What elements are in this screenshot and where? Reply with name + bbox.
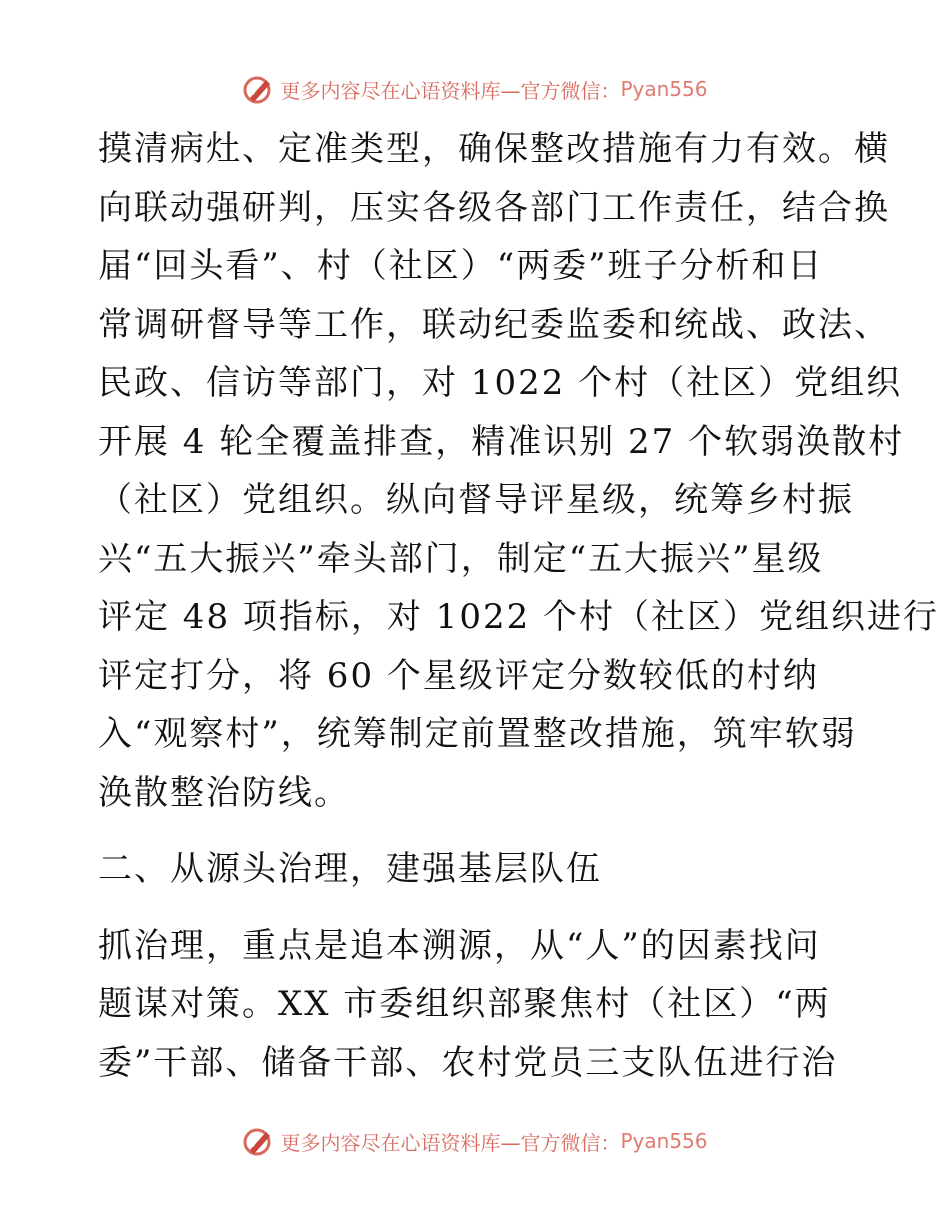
text-line: 题谋对策。XX 市委组织部聚焦村（社区）“两 [98, 984, 831, 1024]
text-line: 摸清病灶、定准类型，确保整改措施有力有效。横 [98, 129, 890, 169]
footer-banner [0, 1124, 950, 1158]
pen-logo-icon [242, 1124, 276, 1158]
footer-banner-text: 更多内容尽在心语资料库—官方微信： [280, 1130, 621, 1155]
header-wechat-id: Pyan556 [620, 77, 708, 101]
section-heading: 二、从源头治理，建强基层队伍 [98, 849, 602, 889]
footer-wechat-id: Pyan556 [620, 1129, 708, 1153]
text-line: 兴“五大振兴”牵头部门，制定“五大振兴”星级 [98, 538, 824, 579]
document-body [98, 120, 940, 1092]
text-line: 评定 48 项指标，对 1022 个村（社区）党组织进行 [98, 597, 940, 637]
header-banner [0, 72, 950, 106]
text-line: 常调研督导等工作，联动纪委监委和统战、政法、 [98, 304, 890, 345]
text-line: 入“观察村”，统筹制定前置整改措施，筑牢软弱 [98, 714, 857, 754]
text-line: 向联动强研判，压实各级各部门工作责任，结合换 [98, 187, 890, 228]
text-line: 民政、信访等部门，对 1022 个村（社区）党组织 [98, 363, 903, 403]
text-line: 抓治理，重点是追本溯源，从“人”的因素找问 [98, 925, 821, 966]
paragraph-2 [98, 917, 858, 1093]
text-line: 届“回头看”、村（社区）“两委”班子分析和日 [98, 246, 824, 286]
text-line: 开展 4 轮全覆盖排查，精准识别 27 个软弱涣散村 [98, 421, 905, 462]
pen-logo-icon [242, 72, 276, 106]
text-line: 委”干部、储备干部、农村党员三支队伍进行治 [98, 1042, 838, 1083]
paragraph-1 [98, 120, 940, 822]
text-line: 评定打分，将 60 个星级评定分数较低的村纳 [98, 655, 819, 696]
text-line: （社区）党组织。纵向督导评星级，统筹乡村振 [98, 480, 854, 520]
header-banner-text: 更多内容尽在心语资料库—官方微信： [280, 78, 621, 103]
text-line: 涣散整治防线。 [98, 772, 350, 813]
